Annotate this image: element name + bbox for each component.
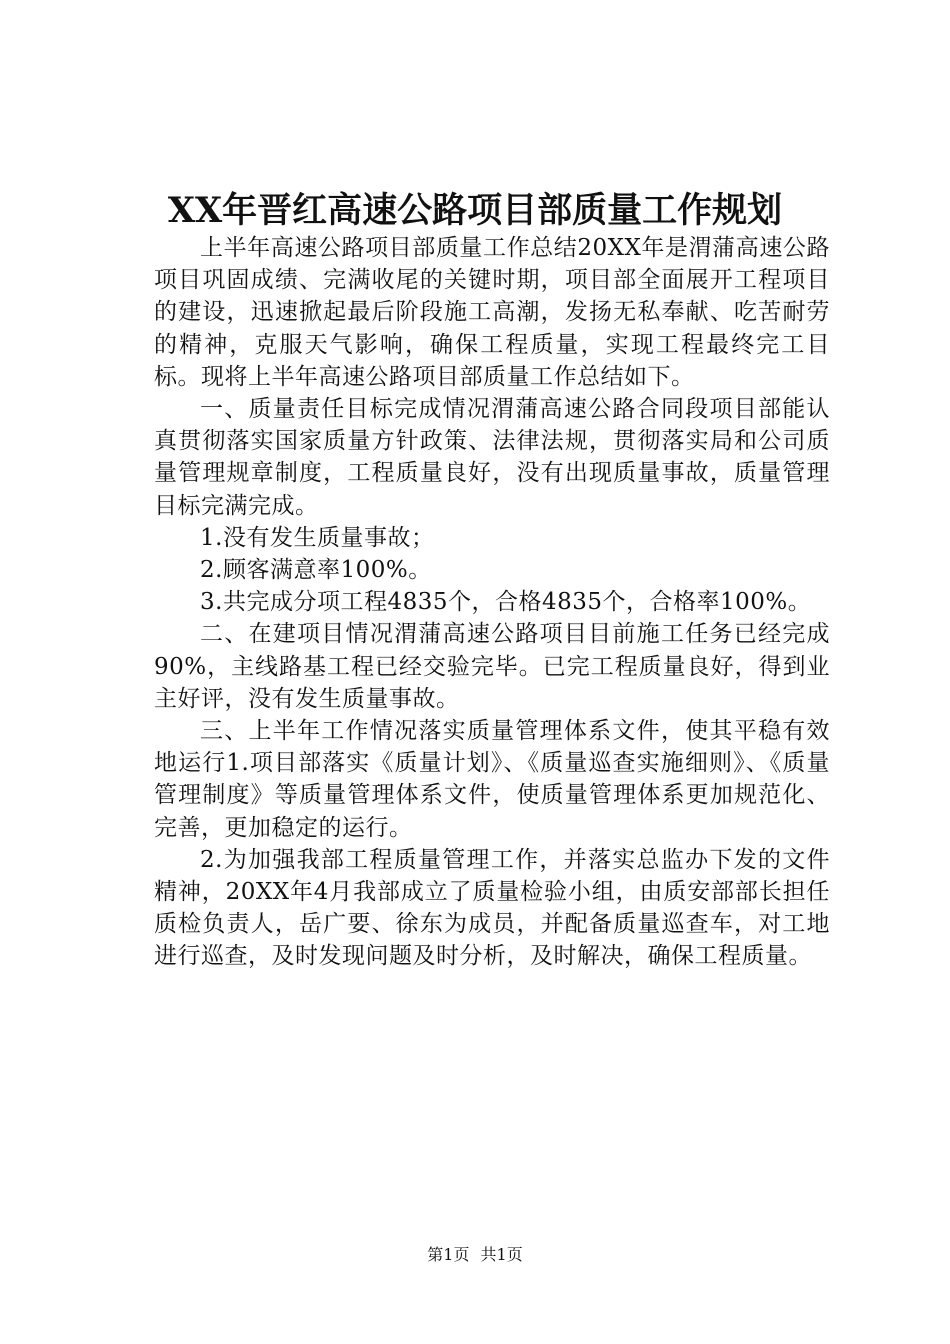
document-title: XX年晋红高速公路项目部质量工作规划	[167, 190, 783, 231]
list-item: 1.没有发生质量事故；	[200, 524, 435, 551]
paragraph-section-2: 二、在建项目情况渭蒲高速公路项目目前施工任务已经完成90%，主线路基工程已经交验完毕。已完工程质量良好，得到业主好评，没有发生质量事故。	[154, 621, 830, 712]
paragraph-section-3-item-2: 2.为加强我部工程质量管理工作，并落实总监办下发的文件精神，20XX年4月我部成立了质量检验小组，由质安部部长担任质检负责人，岳广要、徐东为成员，并配备质量巡查车，对工地进行巡查，及时发现问题及时分析，及时解决，确保工程质量。	[154, 846, 830, 970]
paragraph-section-3: 三、上半年工作情况落实质量管理体系文件，使其平稳有效地运行1.项目部落实《质量计划》、《质量巡查实施细则》、《质量管理制度》等质量管理体系文件，使质量管理体系更加规范化、完善，更加稳定的运行。	[154, 718, 830, 841]
list-item: 2.顾客满意率100%。	[200, 557, 432, 584]
paragraph-intro: 上半年高速公路项目部质量工作总结20XX年是渭蒲高速公路项目巩固成绩、完满收尾的关键时期，项目部全面展开工程项目的建设，迅速掀起最后阶段施工高潮，发扬无私奉献、吃苦耐劳的精神，克服天气影响，确保工程质量，实现工程最终完工目标。现将上半年高速公路项目部质量工作总结如下。	[154, 235, 830, 390]
document-body	[154, 232, 830, 973]
page-total: 共1页	[480, 1245, 523, 1264]
list-item: 3.共完成分项工程4835个，合格4835个，合格率100%。	[200, 589, 812, 616]
page-footer	[0, 1244, 950, 1266]
page-number: 第1页	[427, 1245, 470, 1264]
paragraph-section-1: 一、质量责任目标完成情况渭蒲高速公路合同段项目部能认真贯彻落实国家质量方针政策、法律法规，贯彻落实局和公司质量管理规章制度，工程质量良好，没有出现质量事故，质量管理目标完满完成。	[154, 396, 830, 519]
